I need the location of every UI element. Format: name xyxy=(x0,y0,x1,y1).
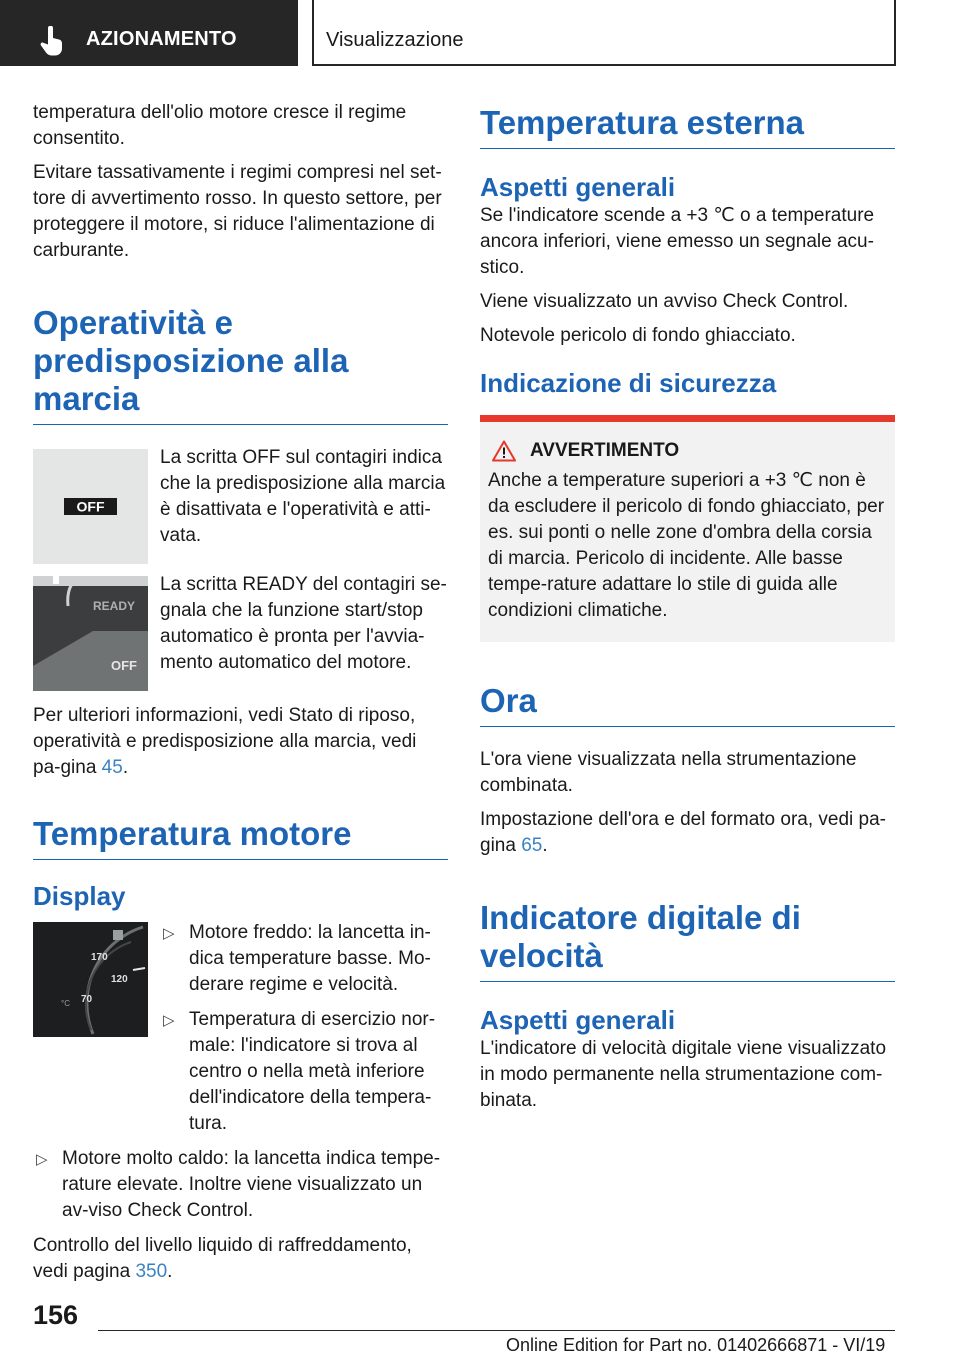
ready-display-graphic xyxy=(33,576,148,691)
coolant-paragraph: Controllo del livello liquido di raffreddamento, vedi pagina 350. xyxy=(33,1235,412,1282)
header-section-title: AZIONAMENTO xyxy=(86,28,237,50)
heading-temperatura-esterna: Temperatura esterna xyxy=(480,104,895,149)
list-item: ▷ Motore molto caldo: la lancetta indica tempe-rature elevate. Inoltre viene visualizzato un av-viso Check Control. xyxy=(36,1148,441,1221)
heading-temperatura-motore: Temperatura motore xyxy=(33,815,448,860)
off-display-image xyxy=(33,449,148,564)
off-figure-row xyxy=(33,449,448,564)
off-display-graphic xyxy=(33,449,148,564)
warning-title: AVVERTIMENTO xyxy=(530,440,680,461)
temperature-gauge-graphic xyxy=(33,922,148,1037)
paragraph: Notevole pericolo di fondo ghiacciato. xyxy=(480,325,796,346)
hand-pointer-icon xyxy=(38,26,66,56)
triangle-bullet-icon: ▷ xyxy=(36,1151,48,1168)
paragraph: Viene visualizzato un avviso Check Control. xyxy=(480,291,849,312)
paragraph: Evitare tassativamente i regimi compresi nel set-tore di avvertimento rosso. In questo settore, per proteggere il motore, si riduce l'alimentazione di carburante. xyxy=(33,162,442,261)
ready-display-image xyxy=(33,576,148,691)
more-info-paragraph: Per ulteriori informazioni, vedi Stato di riposo, operatività e predisposizione alla marcia, vedi pa-gina 45. xyxy=(33,705,417,778)
heading-indicatore-digitale: Indicatore digitale di velocità xyxy=(480,899,895,982)
list-item: ▷ Motore freddo: la lancetta in-dica temperature basse. Mo-derare regime e velocità. xyxy=(163,922,431,995)
header-tab-label: Visualizzazione xyxy=(326,29,464,51)
warning-header xyxy=(488,440,887,462)
triangle-bullet-icon: ▷ xyxy=(163,925,175,942)
off-label: OFF xyxy=(76,498,105,515)
heading-operativita: Operatività e predisposizione alla marcia xyxy=(33,304,448,425)
gauge-unit: °C xyxy=(61,999,70,1008)
warning-box xyxy=(480,415,895,642)
right-column xyxy=(480,104,895,1122)
warning-triangle-icon xyxy=(492,440,516,462)
impostazione-paragraph: Impostazione dell'ora e del formato ora, vedi pa-gina 65. xyxy=(480,809,887,856)
ready-description: La scritta READY del contagiri se-gnala che la funzione start/stop automatico è pronta per l'avvia-mento automatico del motore. xyxy=(160,574,447,673)
gauge-170: 170 xyxy=(91,952,108,963)
ready-off-label: OFF xyxy=(111,658,137,673)
page-link-45[interactable]: 45 xyxy=(101,757,123,778)
page-number: 156 xyxy=(33,1300,79,1330)
heading-aspetti-generali-2: Aspetti generali xyxy=(480,1005,676,1035)
heading-display: Display xyxy=(33,881,126,911)
gauge-120: 120 xyxy=(111,974,128,985)
triangle-bullet-icon: ▷ xyxy=(163,1012,175,1029)
footer-rule xyxy=(98,1330,895,1331)
paragraph: L'indicatore di velocità digitale viene visualizzato in modo permanente nella strumentazione com-binata. xyxy=(480,1038,887,1111)
heading-ora: Ora xyxy=(480,682,895,727)
heading-aspetti-generali: Aspetti generali xyxy=(480,172,676,202)
list-item: ▷ Temperatura di esercizio nor-male: l'indicatore si trova al centro o nella metà inferiore dell'indicatore della tempera-tura. xyxy=(163,1009,436,1134)
gauge-bullet-list xyxy=(160,920,448,1146)
footer-edition: Online Edition for Part no. 01402666871 - VI/19 xyxy=(506,1335,886,1355)
temperature-gauge-image xyxy=(33,922,148,1037)
paragraph: temperatura dell'olio motore cresce il regime consentito. xyxy=(33,102,407,149)
gauge-70: 70 xyxy=(81,994,93,1005)
paragraph: Se l'indicatore scende a +3 ℃ o a temperature ancora inferiori, viene emesso un segnale acu-stico. xyxy=(480,205,875,278)
paragraph: L'ora viene visualizzata nella strumentazione combinata. xyxy=(480,749,857,796)
off-description: La scritta OFF sul contagiri indica che la predisposizione alla marcia è disattivata e l'operatività e atti-vata. xyxy=(160,447,446,546)
ready-figure-row xyxy=(33,576,448,691)
gauge-figure-row xyxy=(33,922,448,1146)
page-link-350[interactable]: 350 xyxy=(135,1261,168,1282)
page-link-65[interactable]: 65 xyxy=(521,835,543,856)
warning-text: Anche a temperature superiori a +3 ℃ non è da escludere il pericolo di fondo ghiacciato, per es. sui ponti o nelle zone d'ombra della corsia di marcia. Pericolo di incidente. Alle basse tempe-rature adattare lo stile di guida alle condizioni climatiche. xyxy=(488,470,885,621)
ready-label: READY xyxy=(93,599,136,613)
left-column xyxy=(33,100,448,1293)
hot-bullet-list xyxy=(33,1146,448,1224)
heading-sicurezza: Indicazione di sicurezza xyxy=(480,368,777,398)
